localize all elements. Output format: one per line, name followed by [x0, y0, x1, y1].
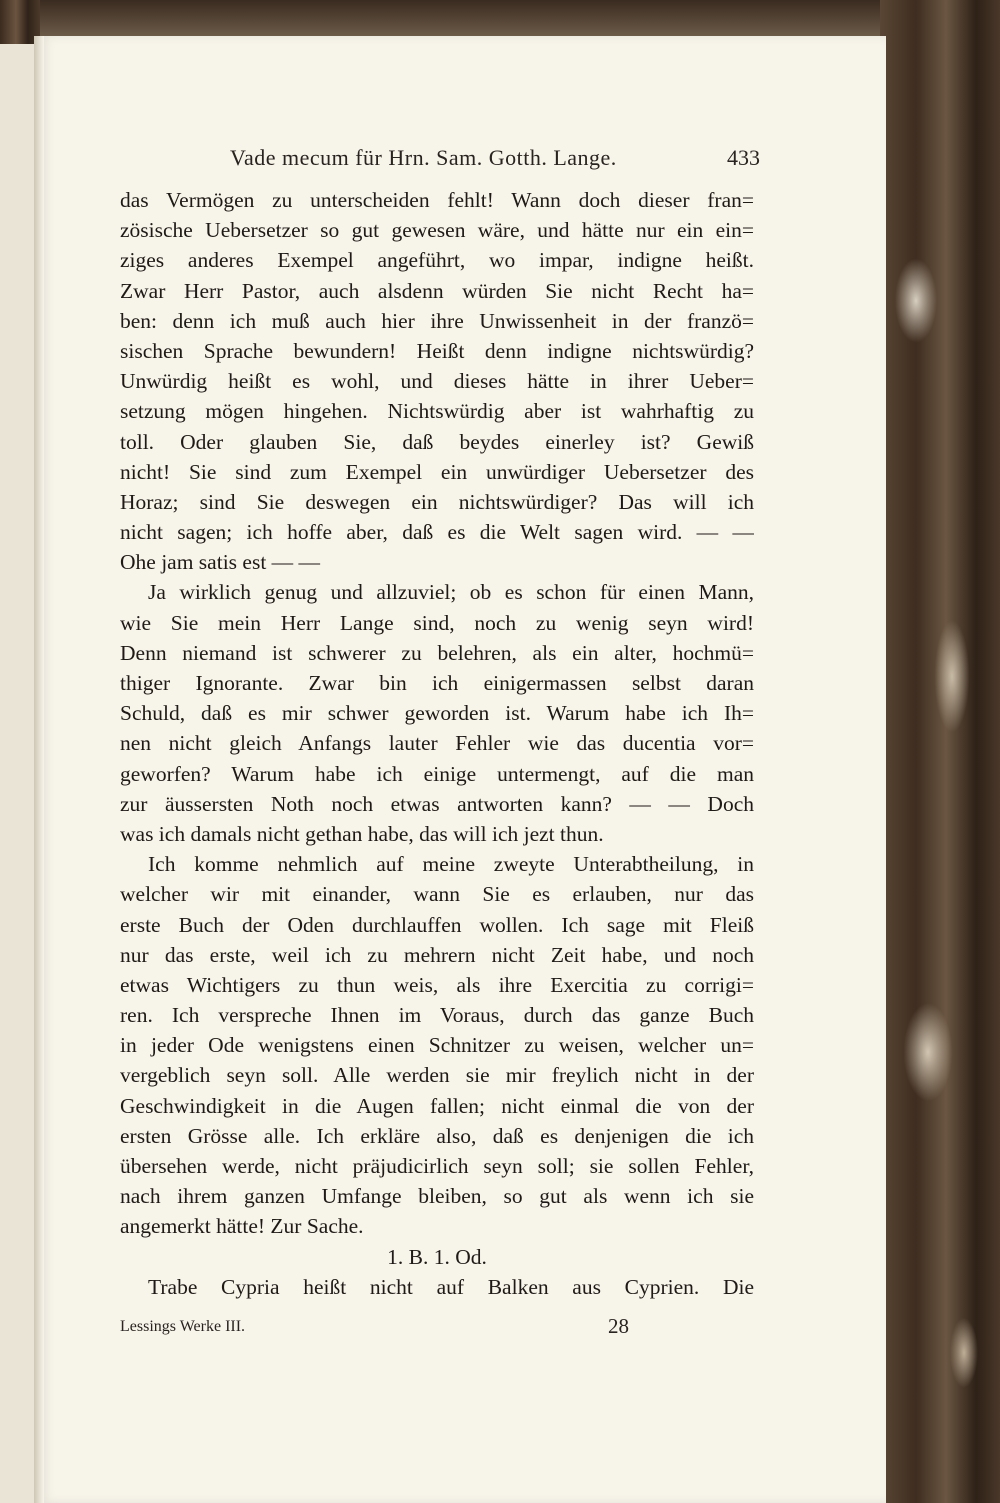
text-line: toll. Oder glauben Sie, daß beydes einerley ist? Gewiß	[120, 429, 754, 454]
page-gutter	[34, 36, 44, 1503]
text-line: nach ihrem ganzen Umfange bleiben, so gut als wenn ich sie	[120, 1184, 754, 1209]
text-line: nur das erste, weil ich zu mehrern nicht Zeit habe, und noch	[120, 942, 754, 967]
text-line: Unwürdig heißt es wohl, und dieses hätte in ihrer Ueber=	[120, 369, 754, 394]
text-line: vergeblich seyn soll. Alle werden sie mir freylich nicht in der	[120, 1063, 754, 1088]
text-line: sischen Sprache bewundern! Heißt denn indigne nichtswürdig?	[120, 338, 754, 363]
marbled-endpaper	[880, 0, 1000, 1503]
text-line: geworfen? Warum habe ich einige untermengt, auf die man	[120, 761, 754, 786]
text-line: wie Sie mein Herr Lange sind, noch zu wenig seyn wird!	[120, 610, 754, 635]
text-line: das Vermögen zu unterscheiden fehlt! Wann doch dieser fran=	[120, 188, 754, 212]
book-cover-top	[40, 0, 900, 36]
text-line: ren. Ich verspreche Ihnen im Voraus, durch das ganze Buch	[120, 1003, 754, 1028]
text-line: etwas Wichtigers zu thun weis, als ihre Exercitia zu corrigi=	[120, 972, 754, 997]
text-line: nicht sagen; ich hoffe aber, daß es die Welt sagen wird. — —	[120, 520, 754, 545]
text-line: Schuld, daß es mir schwer geworden ist. Warum habe ich Ih=	[120, 701, 754, 726]
running-title: Vade mecum für Hrn. Sam. Gotth. Lange.	[230, 145, 617, 170]
text-line: ersten Grösse alle. Ich erkläre also, daß es denjenigen die ich	[120, 1123, 754, 1148]
text-line: zur äussersten Noth noch etwas antworten kann? — — Doch	[120, 791, 754, 816]
text-line: übersehen werde, nicht präjudicirlich seyn soll; sie sollen Fehler,	[120, 1154, 754, 1178]
text-line: setzung mögen hingehen. Nichtswürdig aber ist wahrhaftig zu	[120, 399, 754, 424]
signature-mark: Lessings Werke III.	[120, 1318, 246, 1335]
text-line: in jeder Ode wenigstens einen Schnitzer zu weisen, welcher un=	[120, 1033, 754, 1058]
text-line: welcher wir mit einander, wann Sie es erlauben, nur das	[120, 882, 754, 907]
sheet-number: 28	[608, 1314, 629, 1338]
text-line: zösische Uebersetzer so gut gewesen wäre, und hätte nur ein ein=	[120, 218, 754, 243]
body-text	[120, 185, 754, 1302]
text-line: Horaz; sind Sie deswegen ein nichtswürdiger? Das will ich	[120, 489, 754, 514]
text-line: Ohe jam satis est — —	[120, 550, 321, 575]
text-line: Zwar Herr Pastor, auch alsdenn würden Sie nicht Recht ha=	[120, 278, 754, 303]
text-line: ben: denn ich muß auch hier ihre Unwissenheit in der franzö=	[120, 308, 754, 333]
page-footer	[120, 1314, 754, 1342]
text-line: Denn niemand ist schwerer zu belehren, als ein alter, hochmü=	[120, 640, 754, 665]
text-line: Trabe Cypria heißt nicht auf Balken aus Cyprien. Die	[148, 1274, 754, 1299]
text-line: Geschwindigkeit in die Augen fallen; nicht einmal die von der	[120, 1093, 754, 1118]
text-line: ziges anderes Exempel angeführt, wo impar, indigne heißt.	[120, 248, 754, 273]
text-line: Ja wirklich genug und allzuviel; ob es schon für einen Mann,	[148, 580, 754, 605]
text-line: angemerkt hätte! Zur Sache.	[120, 1214, 364, 1239]
section-heading: 1. B. 1. Od.	[387, 1244, 487, 1269]
page-number: 433	[727, 145, 760, 170]
text-line: nen nicht gleich Anfangs lauter Fehler wie das ducentia vor=	[120, 731, 754, 756]
text-line: thiger Ignorante. Zwar bin ich einigermassen selbst daran	[120, 671, 754, 695]
text-line: Ich komme nehmlich auf meine zweyte Unterabtheilung, in	[148, 852, 754, 877]
text-line: erste Buch der Oden durchlauffen wollen. Ich sage mit Fleiß	[120, 912, 754, 937]
text-line: nicht! Sie sind zum Exempel ein unwürdiger Uebersetzer des	[120, 459, 754, 484]
text-line: was ich damals nicht gethan habe, das will ich jezt thun.	[120, 821, 604, 846]
running-header	[230, 145, 760, 177]
